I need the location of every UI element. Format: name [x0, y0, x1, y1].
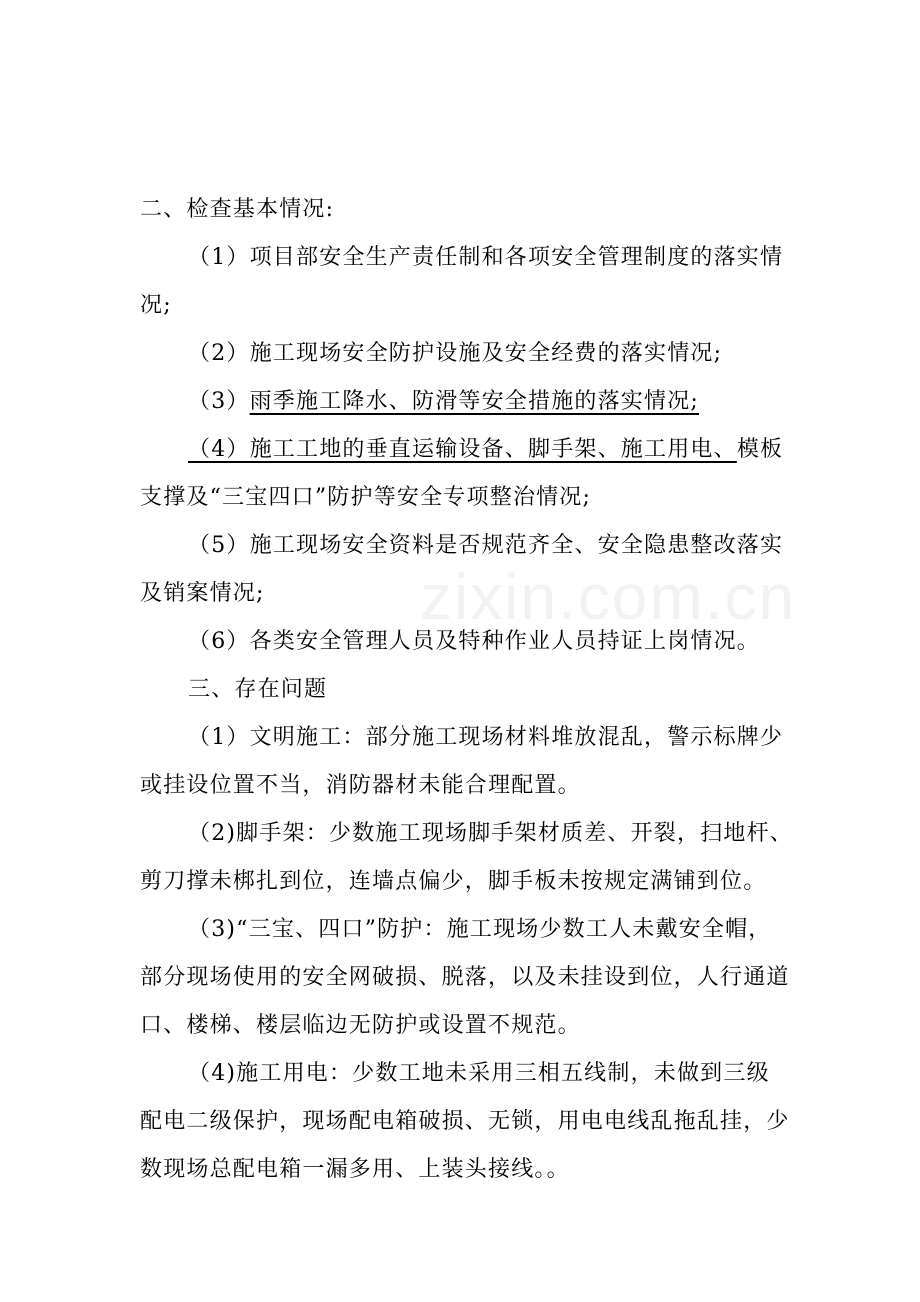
section-heading-problems: 三、存在问题 [188, 677, 328, 702]
problem-1-line-1: （1）文明施工：部分施工现场材料堆放混乱，警示标牌少 [188, 725, 784, 750]
item-4-line-1 [188, 435, 828, 465]
problem-4-line-1: （4)施工用电：少数工地未采用三相五线制，未做到三级 [188, 1061, 770, 1086]
item-1-line-2: 况; [140, 293, 172, 318]
item-2: （2）施工现场安全防护设施及安全经费的落实情况; [188, 341, 723, 366]
problem-4-line-3: 数现场总配电箱一漏多用、上装头接线。。 [140, 1157, 570, 1182]
item-3 [188, 387, 828, 417]
item-5-line-1: （5）施工现场安全资料是否规范齐全、安全隐患整改落实 [188, 533, 784, 558]
problem-4-line-2: 配电二级保护，现场配电箱破损、无锁，用电电线乱拖乱挂，少 [140, 1109, 790, 1134]
problem-3-line-3: 口、楼梯、楼层临边无防护或设置不规范。 [140, 1013, 581, 1038]
problem-2-line-2: 剪刀撑未梆扎到位，连墙点偏少，脚手板未按规定满铺到位。 [140, 869, 767, 894]
item-6: （6）各类安全管理人员及特种作业人员持证上岗情况。 [188, 629, 760, 654]
section-heading-inspection: 二、检查基本情况: [140, 197, 335, 222]
problem-1-line-2: 或挂设位置不当，消防器材未能合理配置。 [140, 773, 581, 798]
problem-3-line-1: （3)“三宝、四口”防护：施工现场少数工人未戴安全帽， [188, 917, 772, 942]
item-3-prefix: （3） [188, 389, 250, 414]
item-1-line-1: （1）项目部安全生产责任制和各项安全管理制度的落实情 [188, 245, 784, 270]
item-5-line-2: 及销案情况; [140, 581, 265, 606]
problem-2-line-1: （2)脚手架：少数施工现场脚手架材质差、开裂，扫地杆、 [188, 821, 793, 846]
problem-3-line-2: 部分现场使用的安全网破损、脱落，以及未挂设到位，人行通道 [140, 965, 790, 990]
item-4-underlined: （4）施工工地的垂直运输设备、脚手架、施工用电、 [188, 437, 737, 462]
watermark: zixin.com.cn [420, 561, 797, 633]
item-3-underlined: 雨季施工降水、防滑等安全措施的落实情况; [249, 389, 700, 414]
item-4-line-2: 支撑及“三宝四口”防护等安全专项整治情况; [140, 485, 592, 510]
item-4-suffix: 模板 [736, 437, 784, 462]
